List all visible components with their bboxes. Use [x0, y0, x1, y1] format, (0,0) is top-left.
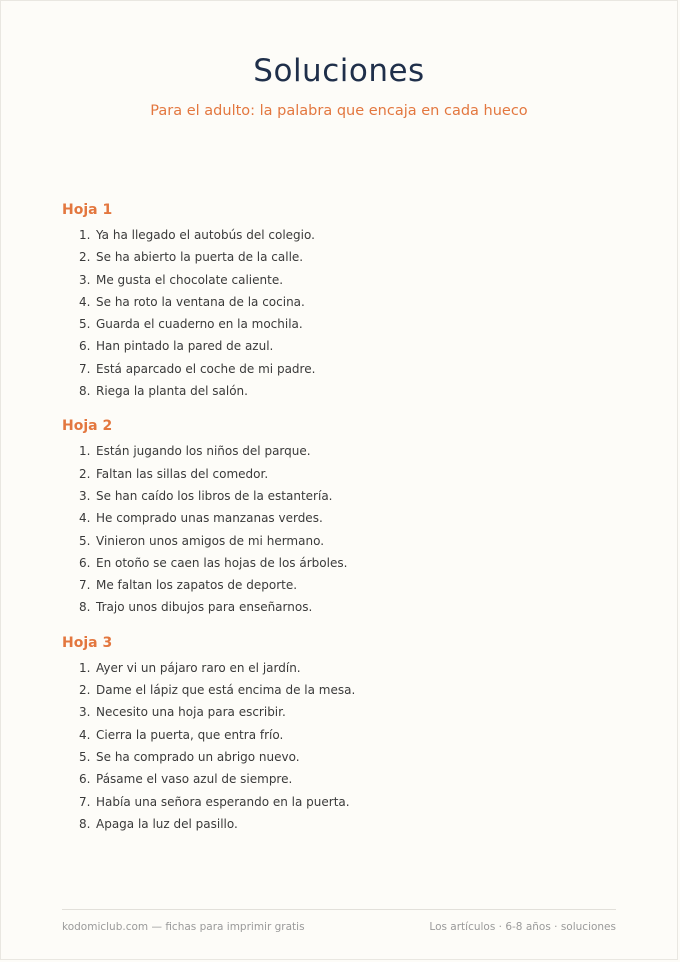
section-title: Hoja 3 — [62, 634, 113, 651]
answer-text: Había una señora esperando en la puerta. — [96, 794, 350, 809]
answer-item — [79, 291, 622, 313]
answer-number: 8. — [79, 600, 91, 615]
answer-text: Cierra la puerta, que entra frío. — [96, 727, 284, 742]
answer-text: Se ha abierto la puerta de la calle. — [96, 250, 304, 265]
answer-item — [79, 791, 622, 813]
answer-item — [79, 463, 622, 485]
answer-number: 2. — [79, 250, 91, 265]
answer-text: Faltan las sillas del comedor. — [96, 466, 269, 481]
answer-number: 6. — [79, 339, 91, 354]
answer-item — [79, 530, 622, 552]
answer-number: 4. — [79, 727, 91, 742]
answer-item — [79, 313, 622, 335]
answer-text: Guarda el cuaderno en la mochila. — [96, 317, 303, 332]
answer-item — [79, 679, 622, 701]
answer-text: Vinieron unos amigos de mi hermano. — [96, 533, 325, 548]
answer-text: Apaga la luz del pasillo. — [96, 816, 238, 831]
answer-text: Riega la planta del salón. — [96, 384, 248, 399]
answer-item — [79, 380, 622, 402]
answer-number: 2. — [79, 683, 91, 698]
answer-text: Están jugando los niños del parque. — [96, 444, 311, 459]
answer-item — [79, 701, 622, 723]
solutions-content — [62, 200, 622, 849]
answer-item — [79, 596, 622, 618]
answer-item — [79, 768, 622, 790]
answer-number: 7. — [79, 794, 91, 809]
answer-number: 4. — [79, 294, 91, 309]
answer-item — [79, 440, 622, 462]
answer-item — [79, 507, 622, 529]
answer-list — [62, 224, 622, 402]
footer-divider — [62, 909, 616, 910]
answer-item — [79, 813, 622, 835]
answer-text: En otoño se caen las hojas de los árboles. — [96, 555, 348, 570]
answer-item — [79, 724, 622, 746]
answer-text: Dame el lápiz que está encima de la mesa. — [96, 683, 356, 698]
answer-text: Se han caído los libros de la estantería. — [96, 488, 333, 503]
answer-list — [62, 440, 622, 618]
answer-number: 6. — [79, 772, 91, 787]
answer-number: 4. — [79, 511, 91, 526]
answer-text: Pásame el vaso azul de siempre. — [96, 772, 293, 787]
answer-text: Se ha roto la ventana de la cocina. — [96, 294, 305, 309]
answer-number: 2. — [79, 466, 91, 481]
answer-text: Ayer vi un pájaro raro en el jardín. — [96, 660, 301, 675]
answer-section — [62, 200, 622, 402]
answer-text: Han pintado la pared de azul. — [96, 339, 274, 354]
answer-text: Trajo unos dibujos para enseñarnos. — [96, 600, 313, 615]
answer-number: 3. — [79, 488, 91, 503]
answer-item — [79, 335, 622, 357]
answer-number: 6. — [79, 555, 91, 570]
answer-number: 7. — [79, 578, 91, 593]
answer-number: 8. — [79, 816, 91, 831]
answer-list — [62, 657, 622, 835]
answer-number: 8. — [79, 384, 91, 399]
answer-text: Se ha comprado un abrigo nuevo. — [96, 749, 300, 764]
answer-item — [79, 269, 622, 291]
answer-number: 3. — [79, 272, 91, 287]
footer-site: kodomiclub.com — fichas para imprimir gratis — [62, 921, 305, 933]
answer-item — [79, 224, 622, 246]
answer-text: Ya ha llegado el autobús del colegio. — [96, 228, 315, 242]
answer-text: He comprado unas manzanas verdes. — [96, 511, 323, 526]
answer-item — [79, 552, 622, 574]
answer-number: 1. — [79, 228, 91, 242]
answer-item — [79, 246, 622, 268]
answer-number: 3. — [79, 705, 91, 720]
page-subtitle: Para el adulto: la palabra que encaja en cada hueco — [150, 103, 528, 119]
answer-text: Está aparcado el coche de mi padre. — [96, 361, 316, 376]
section-title: Hoja 2 — [62, 418, 113, 435]
page-title: Soluciones — [253, 53, 425, 89]
answer-item — [79, 657, 622, 679]
answer-text: Necesito una hoja para escribir. — [96, 705, 286, 720]
answer-item — [79, 746, 622, 768]
answer-item — [79, 358, 622, 380]
answer-number: 5. — [79, 317, 91, 332]
answer-text: Me faltan los zapatos de deporte. — [96, 578, 298, 593]
answer-section — [62, 416, 622, 618]
answer-item — [79, 574, 622, 596]
answer-number: 7. — [79, 361, 91, 376]
answer-number: 1. — [79, 660, 91, 675]
answer-text: Me gusta el chocolate caliente. — [96, 272, 284, 287]
section-title: Hoja 1 — [62, 202, 113, 218]
answer-section — [62, 633, 622, 835]
footer-info: Los artículos · 6-8 años · soluciones — [429, 921, 616, 933]
answer-number: 5. — [79, 749, 91, 764]
answer-number: 5. — [79, 533, 91, 548]
answer-number: 1. — [79, 444, 91, 459]
answer-item — [79, 485, 622, 507]
